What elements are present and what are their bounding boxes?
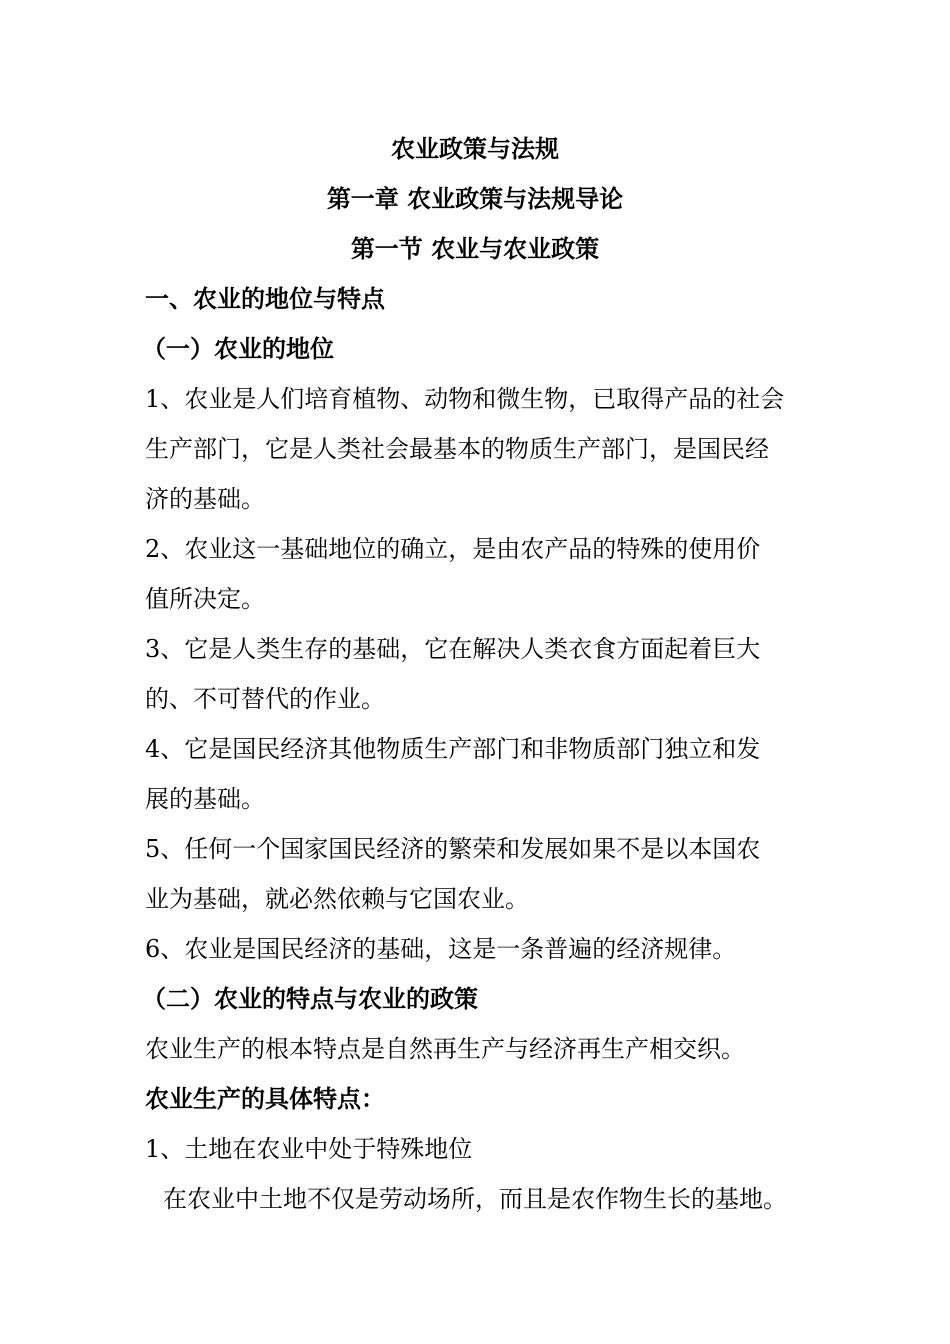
- paragraph-fundamental-feature: 农业生产的根本特点是自然再生产与经济再生产相交织。: [145, 1035, 745, 1063]
- paragraph-6: 6、农业是国民经济的基础，这是一条普遍的经济规律。: [145, 935, 737, 963]
- paragraph-2-line-1: 2、农业这一基础地位的确立，是由农产品的特殊的使用价: [145, 535, 761, 563]
- paragraph-5-line-2: 业为基础，就必然依赖与它国农业。: [145, 885, 529, 913]
- paragraph-3-line-1: 3、它是人类生存的基础，它在解决人类衣食方面起着巨大: [145, 635, 761, 663]
- paragraph-1-line-1: 1、农业是人们培育植物、动物和微生物，已取得产品的社会: [145, 385, 785, 413]
- section-heading: 第一节 农业与农业政策: [350, 234, 600, 263]
- paragraph-1-line-3: 济的基础。: [145, 485, 265, 513]
- feature-item-1-description: 在农业中土地不仅是劳动场所，而且是农作物生长的基地。: [163, 1185, 787, 1213]
- subheading-specific-features: 农业生产的具体特点：: [145, 1084, 385, 1113]
- paragraph-2-line-2: 值所决定。: [145, 585, 265, 613]
- feature-item-1: 1、土地在农业中处于特殊地位: [145, 1135, 473, 1163]
- subheading-features-and-policy: （二）农业的特点与农业的政策: [142, 984, 478, 1013]
- subheading-agriculture-status: （一）农业的地位: [142, 334, 334, 363]
- paragraph-4-line-2: 展的基础。: [145, 785, 265, 813]
- paragraph-5-line-1: 5、任何一个国家国民经济的繁荣和发展如果不是以本国农: [145, 835, 761, 863]
- document-title: 农业政策与法规: [391, 134, 559, 163]
- heading-agriculture-status-features: 一、农业的地位与特点: [145, 284, 385, 313]
- paragraph-1-line-2: 生产部门，它是人类社会最基本的物质生产部门，是国民经: [145, 435, 769, 463]
- paragraph-4-line-1: 4、它是国民经济其他物质生产部门和非物质部门独立和发: [145, 735, 761, 763]
- paragraph-3-line-2: 的、不可替代的作业。: [145, 685, 385, 713]
- chapter-heading: 第一章 农业政策与法规导论: [326, 184, 624, 213]
